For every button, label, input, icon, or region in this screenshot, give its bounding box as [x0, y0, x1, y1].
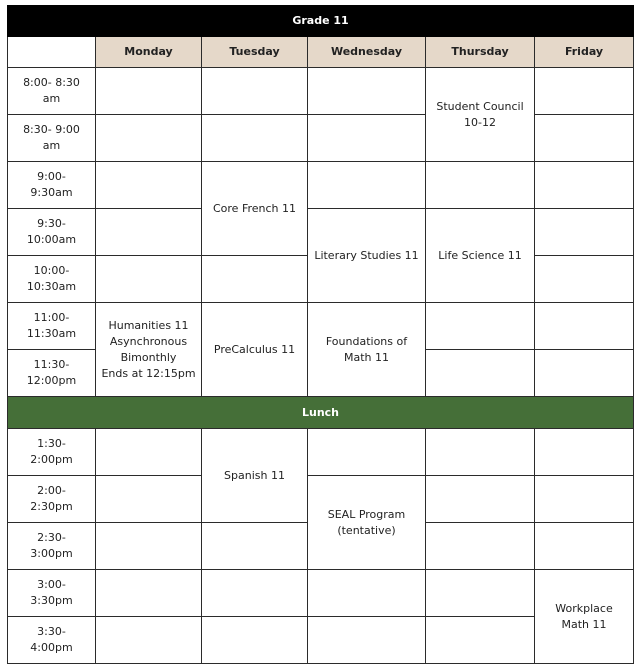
time-row: [8, 162, 634, 209]
empty-cell: [96, 570, 202, 617]
time-row: [8, 570, 634, 617]
day-header-thursday: Thursday: [426, 37, 535, 68]
empty-cell: [535, 68, 634, 115]
empty-cell: [535, 476, 634, 523]
empty-cell: [96, 162, 202, 209]
day-header-row: [8, 37, 634, 68]
empty-cell: [535, 350, 634, 397]
empty-cell: [96, 115, 202, 162]
time-label: 2:00- 2:30pm: [8, 476, 96, 523]
day-header-wednesday: Wednesday: [308, 37, 426, 68]
class-literary-studies: Literary Studies 11: [308, 209, 426, 303]
class-humanities: Humanities 11 Asynchronous Bimonthly Ends at 12:15pm: [96, 303, 202, 397]
lunch-row: [8, 397, 634, 429]
empty-cell: [535, 115, 634, 162]
empty-cell: [426, 162, 535, 209]
class-student-council: Student Council 10-12: [426, 68, 535, 162]
empty-cell: [426, 303, 535, 350]
day-header-monday: Monday: [96, 37, 202, 68]
time-row: [8, 209, 634, 256]
empty-cell: [426, 429, 535, 476]
class-seal-program: SEAL Program (tentative): [308, 476, 426, 570]
time-label: 1:30- 2:00pm: [8, 429, 96, 476]
empty-cell: [535, 162, 634, 209]
time-label: 3:00- 3:30pm: [8, 570, 96, 617]
time-label: 2:30- 3:00pm: [8, 523, 96, 570]
time-row: [8, 115, 634, 162]
empty-cell: [308, 162, 426, 209]
empty-cell: [535, 209, 634, 256]
day-header-friday: Friday: [535, 37, 634, 68]
empty-cell: [426, 523, 535, 570]
empty-cell: [96, 68, 202, 115]
class-precalculus: PreCalculus 11: [202, 303, 308, 397]
empty-cell: [96, 429, 202, 476]
time-label: 9:30- 10:00am: [8, 209, 96, 256]
empty-cell: [308, 115, 426, 162]
time-label: 11:30- 12:00pm: [8, 350, 96, 397]
empty-cell: [308, 617, 426, 664]
time-row: [8, 429, 634, 476]
empty-cell: [308, 429, 426, 476]
empty-cell: [96, 209, 202, 256]
time-label: 10:00- 10:30am: [8, 256, 96, 303]
corner-cell: [8, 37, 96, 68]
schedule-title: Grade 11: [8, 6, 634, 37]
time-label: 8:00- 8:30 am: [8, 68, 96, 115]
time-row: [8, 303, 634, 350]
empty-cell: [202, 256, 308, 303]
day-header-tuesday: Tuesday: [202, 37, 308, 68]
empty-cell: [96, 523, 202, 570]
schedule-table: [7, 5, 634, 664]
class-spanish: Spanish 11: [202, 429, 308, 523]
empty-cell: [202, 523, 308, 570]
title-row: [8, 6, 634, 37]
empty-cell: [535, 429, 634, 476]
empty-cell: [96, 476, 202, 523]
empty-cell: [308, 570, 426, 617]
time-label: 3:30- 4:00pm: [8, 617, 96, 664]
class-workplace-math: Workplace Math 11: [535, 570, 634, 664]
empty-cell: [202, 570, 308, 617]
empty-cell: [426, 617, 535, 664]
empty-cell: [535, 256, 634, 303]
time-label: 11:00- 11:30am: [8, 303, 96, 350]
class-foundations-math: Foundations of Math 11: [308, 303, 426, 397]
empty-cell: [202, 68, 308, 115]
time-row: [8, 68, 634, 115]
empty-cell: [426, 476, 535, 523]
time-label: 9:00- 9:30am: [8, 162, 96, 209]
empty-cell: [202, 115, 308, 162]
empty-cell: [96, 256, 202, 303]
lunch-label: Lunch: [8, 397, 634, 429]
time-label: 8:30- 9:00 am: [8, 115, 96, 162]
empty-cell: [426, 570, 535, 617]
empty-cell: [96, 617, 202, 664]
empty-cell: [308, 68, 426, 115]
empty-cell: [426, 350, 535, 397]
time-row: [8, 476, 634, 523]
class-core-french: Core French 11: [202, 162, 308, 256]
empty-cell: [202, 617, 308, 664]
empty-cell: [535, 303, 634, 350]
empty-cell: [535, 523, 634, 570]
class-life-science: Life Science 11: [426, 209, 535, 303]
